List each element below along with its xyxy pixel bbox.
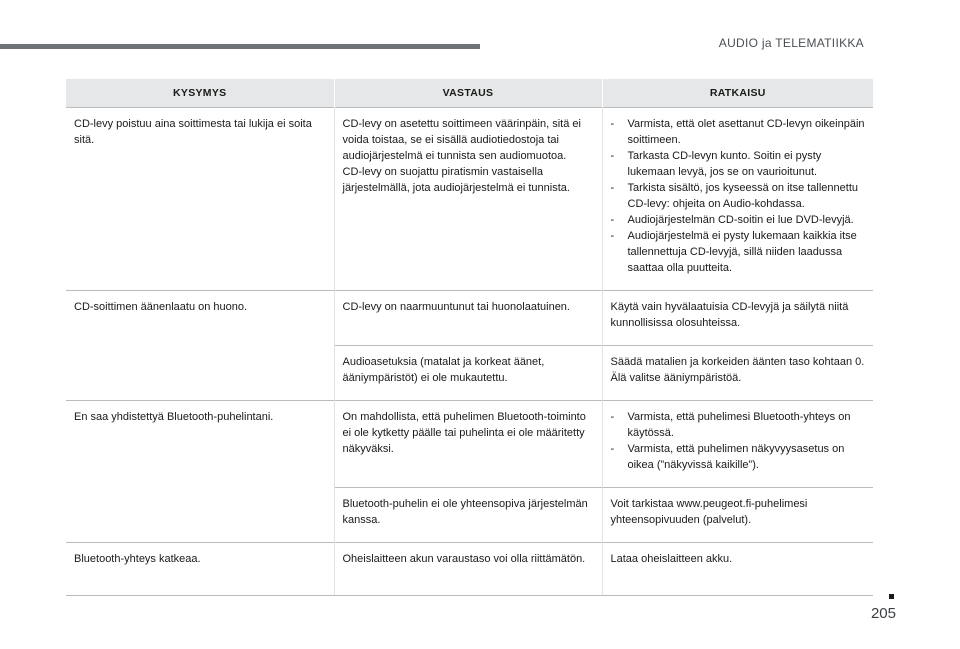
answer-cell: Bluetooth-puhelin ei ole yhteensopiva järjestelmän kanssa.	[334, 488, 602, 543]
answer-cell	[334, 108, 602, 291]
solution-cell: Voit tarkistaa www.peugeot.fi-puhelimesi yhteensopivuuden (palvelut).	[602, 488, 873, 543]
section-title: AUDIO ja TELEMATIIKKA	[718, 36, 864, 50]
solution-cell: Käytä vain hyvälaatuisia CD-levyjä ja säilytä niitä kunnollisissa olosuhteissa.	[602, 291, 873, 346]
page-number: 205	[870, 605, 896, 622]
solution-item: - Tarkista sisältö, jos kyseessä on itse tallennettu CD-levy: ohjeita on Audio-kohdassa.	[611, 180, 866, 212]
solution-item: - Varmista, että puhelimesi Bluetooth-yhteys on käytössä.	[611, 409, 866, 441]
solution-cell: Lataa oheislaitteen akku.	[602, 543, 873, 596]
solution-item: - Audiojärjestelmä ei pysty lukemaan kaikkia itse tallennettuja CD-levyjä, sillä niiden laadussa saattaa olla puutteita.	[611, 228, 866, 276]
column-header-solution: RATKAISU	[602, 79, 873, 108]
question-cell: Bluetooth-yhteys katkeaa.	[66, 543, 334, 596]
solution-item: - Tarkasta CD-levyn kunto. Soitin ei pysty lukemaan levyä, jos se on vaurioitunut.	[611, 148, 866, 180]
table-row	[66, 543, 873, 596]
answer-text: CD-levy on asetettu soittimeen väärinpäin, sitä ei voida toistaa, se ei sisällä audiotiedostoja tai audiojärjestelmä ei tunnista sen audiomuotoa. CD-levy on suojattu piratismin vastaisella järjestelmällä, jota audiojärjestelmä ei tunnista.	[342, 118, 581, 194]
answer-cell: Audioasetuksia (matalat ja korkeat äänet, ääniympäristöt) ei ole mukautettu.	[334, 346, 602, 401]
question-cell: En saa yhdistettyä Bluetooth-puhelintani.	[66, 401, 334, 543]
question-cell: CD-levy poistuu aina soittimesta tai lukija ei soita sitä.	[66, 108, 334, 291]
solution-cell: Säädä matalien ja korkeiden äänten taso kohtaan 0. Älä valitse ääniympäristöä.	[602, 346, 873, 401]
answer-cell: Oheislaitteen akun varaustaso voi olla riittämätön.	[334, 543, 602, 596]
table-row	[66, 291, 873, 346]
answer-cell: CD-levy on naarmuuntunut tai huonolaatuinen.	[334, 291, 602, 346]
solution-cell	[602, 401, 873, 488]
table-header-row	[66, 79, 873, 108]
solution-item: - Varmista, että olet asettanut CD-levyn oikeinpäin soittimeen.	[611, 116, 866, 148]
table-row	[66, 108, 873, 291]
troubleshooting-table	[66, 79, 873, 596]
header-accent-bar	[0, 44, 480, 49]
column-header-answer: VASTAUS	[334, 79, 602, 108]
solution-item: - Audiojärjestelmän CD-soitin ei lue DVD-levyjä.	[611, 212, 866, 228]
question-cell: CD-soittimen äänenlaatu on huono.	[66, 291, 334, 401]
page-marker-square	[889, 594, 894, 599]
solution-list	[611, 116, 866, 276]
solution-item: - Varmista, että puhelimen näkyvyysasetus on oikea (”näkyvissä kaikille”).	[611, 441, 866, 473]
solution-cell	[602, 108, 873, 291]
answer-cell: On mahdollista, että puhelimen Bluetooth-toiminto ei ole kytketty päälle tai puhelinta ei ole määritetty näkyväksi.	[334, 401, 602, 488]
solution-list	[611, 409, 866, 473]
table-row	[66, 401, 873, 488]
column-header-question: KYSYMYS	[66, 79, 334, 108]
